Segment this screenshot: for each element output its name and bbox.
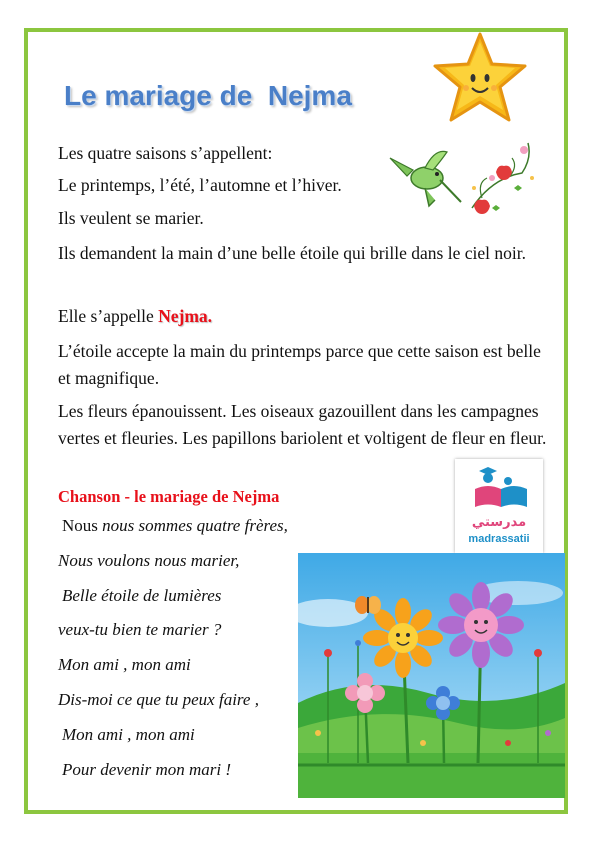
paragraph-5 bbox=[58, 303, 548, 330]
song-line-5: Mon ami , mon ami bbox=[58, 655, 191, 674]
song-line-1-start: Nous bbox=[62, 516, 103, 535]
nejma-name: Nejma. bbox=[158, 306, 213, 326]
flower-meadow-illustration bbox=[298, 553, 565, 798]
song-line-6: Dis-moi ce que tu peux faire , bbox=[58, 690, 259, 709]
song-line-7: Mon ami , mon ami bbox=[62, 725, 195, 744]
madrassatii-logo bbox=[455, 459, 543, 553]
paragraph-1: Les quatre saisons s’appellent: bbox=[58, 143, 273, 163]
logo-latin-text: madrassatii bbox=[468, 533, 530, 545]
paragraph-7: Les fleurs épanouissent. Les oiseaux gazouillent dans les campagnes vertes et fleuries. Les papillons bariolent et voltigent de fleur en fleur. bbox=[58, 401, 547, 448]
song-line-1 bbox=[62, 516, 288, 536]
star-face-icon bbox=[430, 30, 530, 125]
paragraph-3: Ils veulent se marier. bbox=[58, 208, 204, 228]
song-line-2: Nous voulons nous marier, bbox=[58, 551, 240, 570]
paragraph-4: Ils demandent la main d’une belle étoile qui brille dans le ciel noir. bbox=[58, 243, 526, 263]
song-line-4: veux-tu bien te marier ? bbox=[58, 620, 222, 639]
madrassatii-logo-icon bbox=[455, 459, 543, 515]
song-line-3: Belle étoile de lumières bbox=[62, 586, 222, 605]
song-line-8: Pour devenir mon mari ! bbox=[62, 760, 232, 779]
logo-arabic-text: مدرستي bbox=[471, 515, 527, 530]
paragraph-5-prefix: Elle s’appelle bbox=[58, 306, 159, 326]
song-line-1-rest: nous sommes quatre frères, bbox=[102, 516, 288, 535]
page-title: Le mariage de Nejma bbox=[64, 80, 352, 111]
song-title: Chanson - le mariage de Nejma bbox=[58, 487, 280, 506]
paragraph-2: Le printemps, l’été, l’automne et l’hiver. bbox=[58, 175, 342, 195]
paragraph-6: L’étoile accepte la main du printemps parce que cette saison est belle et magnifique. bbox=[58, 341, 541, 388]
